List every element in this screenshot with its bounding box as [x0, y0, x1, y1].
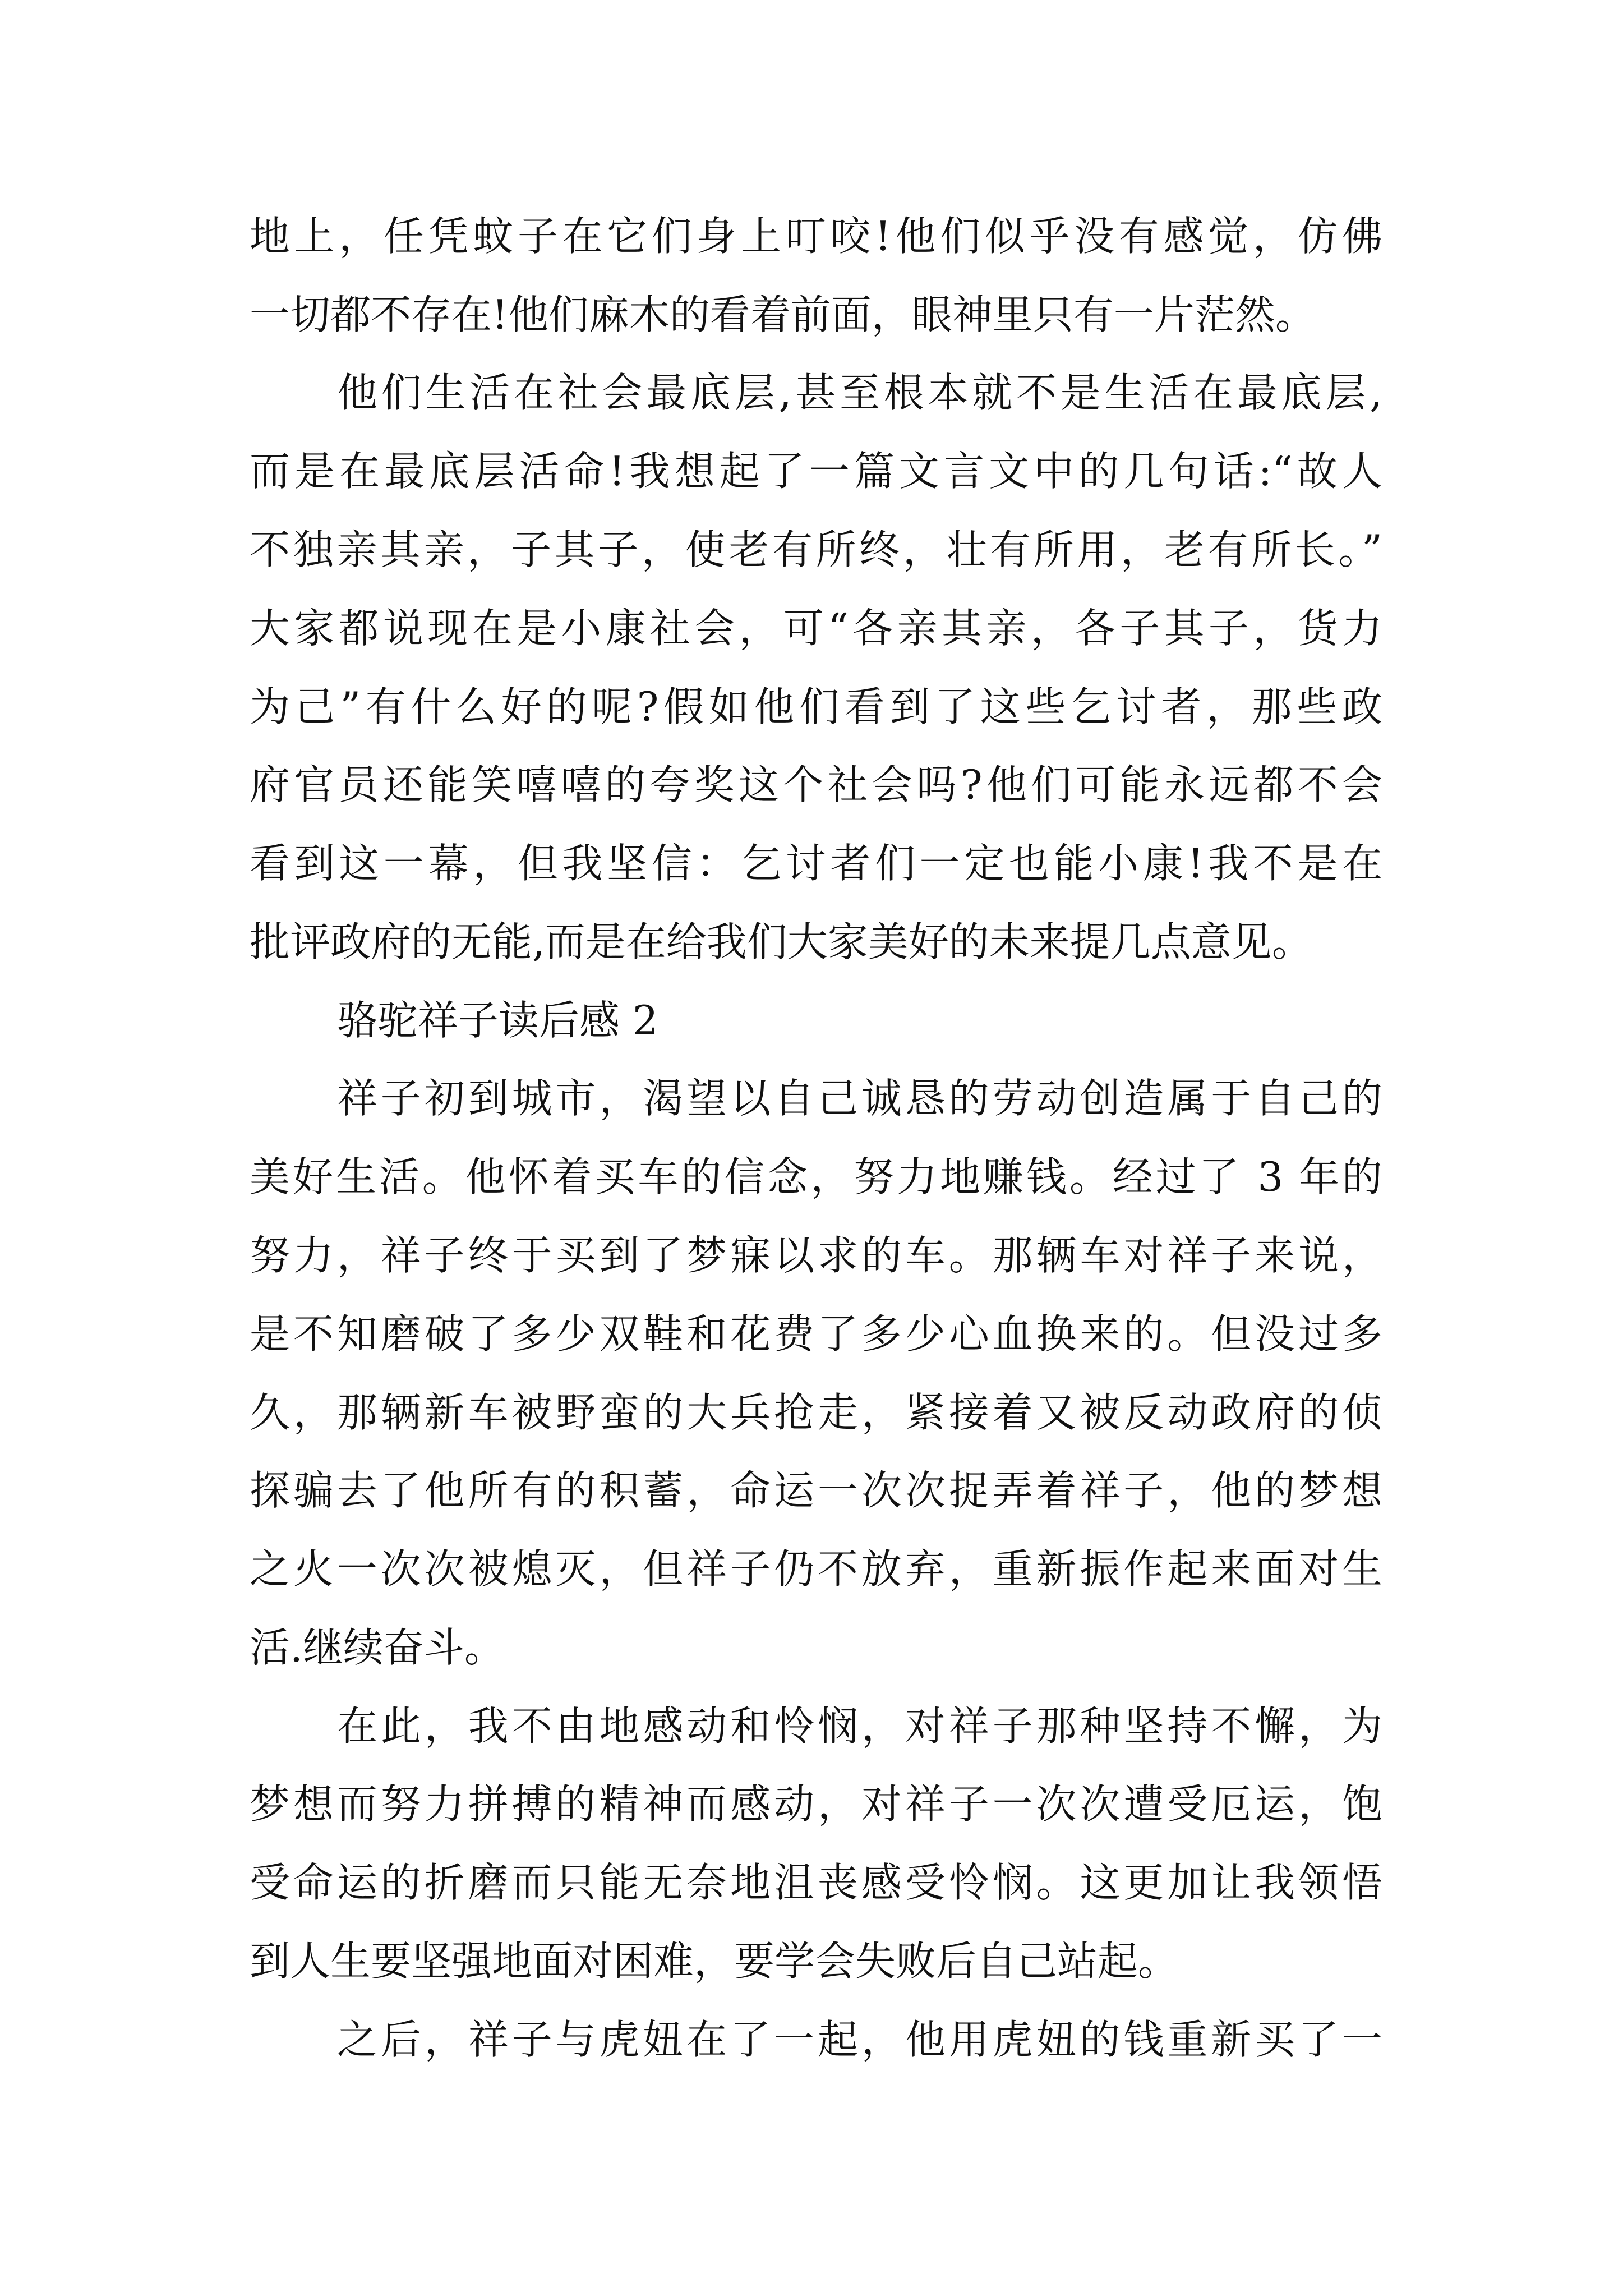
section-heading: 骆驼祥子读后感 2 [337, 997, 658, 1044]
text-line: 美好生活。他怀着买车的信念，努力地赚钱。经过了 3 年的 [250, 1153, 1382, 1200]
text-line: 大家都说现在是小康社会，可“各亲其亲，各子其子，货力 [250, 605, 1382, 652]
text-line: 不独亲其亲，子其子，使老有所终，壮有所用，老有所长。” [250, 526, 1382, 573]
text-line: 一切都不存在!他们麻木的看着前面，眼神里只有一片茫然。 [250, 291, 1316, 338]
text-line: 久，那辆新车被野蛮的大兵抢走，紧接着又被反动政府的侦 [250, 1389, 1382, 1436]
text-line: 看到这一幕，但我坚信：乞讨者们一定也能小康!我不是在 [250, 840, 1382, 887]
paragraph-first-line: 他们生活在社会最底层,甚至根本就不是生活在最底层, [337, 369, 1382, 416]
paragraph-first-line: 祥子初到城市，渴望以自己诚恳的劳动创造属于自己的 [337, 1075, 1382, 1122]
text-line: 批评政府的无能,而是在给我们大家美好的未来提几点意见。 [250, 918, 1312, 965]
text-line: 活.继续奋斗。 [250, 1624, 505, 1671]
text-line: 而是在最底层活命!我想起了一篇文言文中的几句话:“故人 [250, 448, 1382, 495]
text-line: 梦想而努力拼搏的精神而感动，对祥子一次次遭受厄运，饱 [250, 1780, 1382, 1828]
text-line: 地上，任凭蚊子在它们身上叮咬!他们似乎没有感觉，仿佛 [250, 213, 1382, 260]
text-line: 府官员还能笑嘻嘻的夸奖这个社会吗?他们可能永远都不会 [250, 761, 1382, 808]
text-line: 之火一次次被熄灭，但祥子仍不放弃，重新振作起来面对生 [250, 1545, 1382, 1593]
text-line: 努力，祥子终于买到了梦寐以求的车。那辆车对祥子来说， [250, 1232, 1382, 1279]
text-line: 到人生要坚强地面对困难，要学会失败后自己站起。 [250, 1938, 1179, 1985]
text-line: 是不知磨破了多少双鞋和花费了多少心血换来的。但没过多 [250, 1310, 1382, 1358]
paragraph-first-line: 在此，我不由地感动和怜悯，对祥子那种坚持不懈，为 [337, 1703, 1382, 1750]
text-line: 为己”有什么好的呢?假如他们看到了这些乞讨者，那些政 [250, 683, 1382, 730]
text-line: 探骗去了他所有的积蓄，命运一次次捉弄着祥子，他的梦想 [250, 1467, 1382, 1514]
paragraph-first-line: 之后，祥子与虎妞在了一起，他用虎妞的钱重新买了一 [337, 2016, 1382, 2063]
text-line: 受命运的折磨而只能无奈地沮丧感受怜悯。这更加让我领悟 [250, 1859, 1382, 1906]
